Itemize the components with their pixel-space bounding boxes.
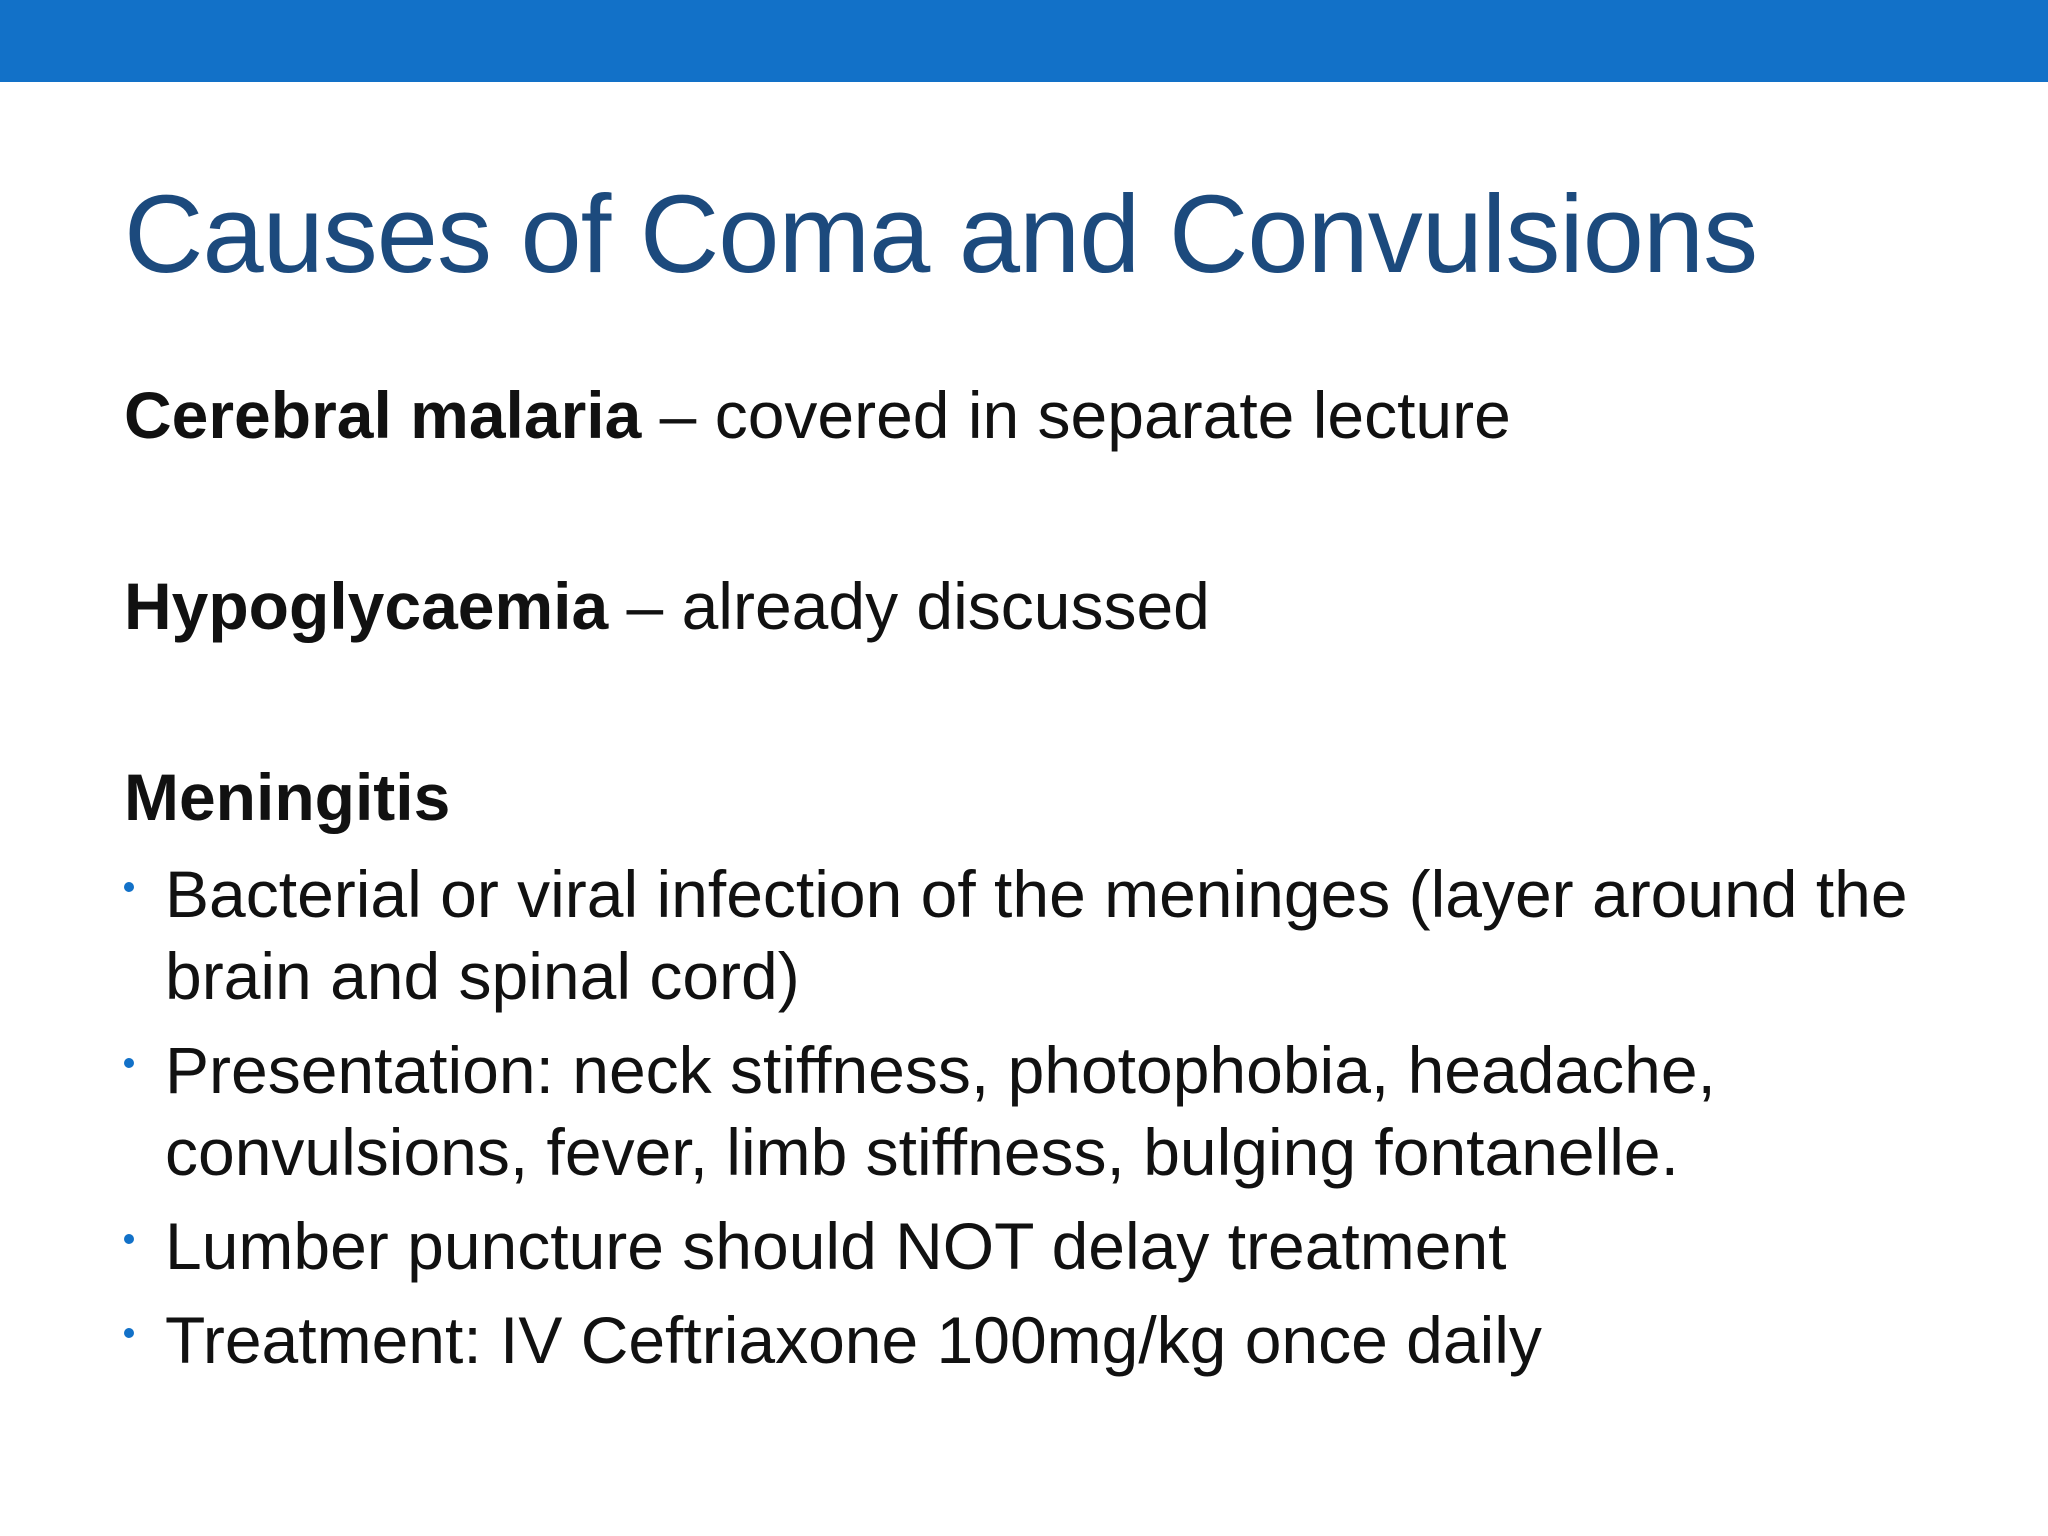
bullet-dot-icon [124,1058,134,1068]
slide-title: Causes of Coma and Convulsions [124,173,1758,296]
bullet-text: Lumber puncture should NOT delay treatment [165,1209,1507,1283]
bullet-item-infection [124,853,2004,1017]
bullet-item-presentation [124,1029,2004,1193]
bullet-text: Presentation: neck stiffness, photophobia, headache, convulsions, fever, limb stiffness, bulging fontanelle. [165,1033,1716,1189]
bullet-text: Bacterial or viral infection of the meninges (layer around the brain and spinal cord) [165,857,1908,1013]
hypoglycaemia-term: Hypoglycaemia [124,569,609,643]
cerebral-malaria-note: – covered in separate lecture [641,378,1511,452]
header-band [0,0,2048,82]
hypoglycaemia-note: – already discussed [608,569,1210,643]
meningitis-term: Meningitis [124,760,451,834]
bullet-item-lumbar-puncture [124,1205,2004,1287]
hypoglycaemia-line [124,566,1210,646]
cerebral-malaria-term: Cerebral malaria [124,378,642,452]
bullet-item-treatment [124,1299,2004,1381]
meningitis-bullet-list [124,853,2004,1393]
bullet-dot-icon [124,1328,134,1338]
cerebral-malaria-line [124,375,1511,455]
bullet-dot-icon [124,1234,134,1244]
meningitis-heading [124,757,450,837]
bullet-text: Treatment: IV Ceftriaxone 100mg/kg once daily [165,1303,1542,1377]
bullet-dot-icon [124,882,134,892]
